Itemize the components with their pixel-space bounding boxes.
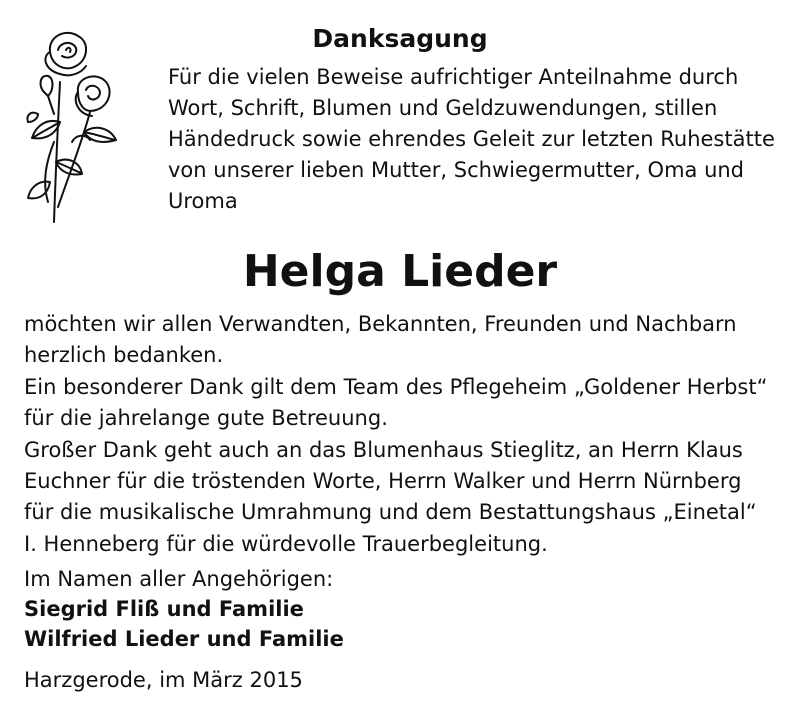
body-line: Großer Dank geht auch an das Blumenhaus Stieglitz, an Herrn Klaus [24, 437, 743, 462]
body-line: I. Henneberg für die würdevolle Trauerbegleitung. [24, 531, 548, 556]
signatory: Siegrid Fliß und Familie [24, 597, 304, 621]
body-line: Euchner für die tröstenden Worte, Herrn Walker und Herrn Nürnberg [24, 469, 742, 494]
body-line: für die jahrelange gute Betreuung. [24, 406, 388, 431]
body-line: Ein besonderer Dank gilt dem Team des Pflegeheim „Goldener Herbst“ [24, 374, 768, 399]
thanks-paragraph [24, 309, 794, 560]
notice-heading: Danksagung [312, 24, 488, 53]
signatory: Wilfried Lieder und Familie [24, 627, 344, 651]
body-line: möchten wir allen Verwandten, Bekannten, Freunden und Nachbarn [24, 312, 737, 336]
intro-line: von unserer lieben Mutter, Schwiegermutter, Oma und [168, 158, 745, 182]
body-line: für die musikalische Umrahmung und dem Bestattungshaus „Einetal“ [24, 500, 757, 525]
intro-line: Händedruck sowie ehrendes Geleit zur letzten Ruhestätte [168, 127, 775, 151]
closing-block [24, 564, 624, 654]
body-line: herzlich bedanken. [24, 343, 224, 368]
deceased-name: Helga Lieder [242, 246, 558, 297]
closing-intro: Im Namen aller Angehörigen: [24, 567, 334, 591]
place-date: Harzgerode, im März 2015 [24, 668, 303, 692]
rose-icon [20, 22, 135, 232]
intro-paragraph [168, 62, 793, 217]
intro-line: Uroma [168, 189, 238, 213]
intro-line: Wort, Schrift, Blumen und Geldzuwendungen, stillen [168, 96, 718, 120]
intro-line: Für die vielen Beweise aufrichtiger Anteilnahme durch [168, 65, 739, 89]
